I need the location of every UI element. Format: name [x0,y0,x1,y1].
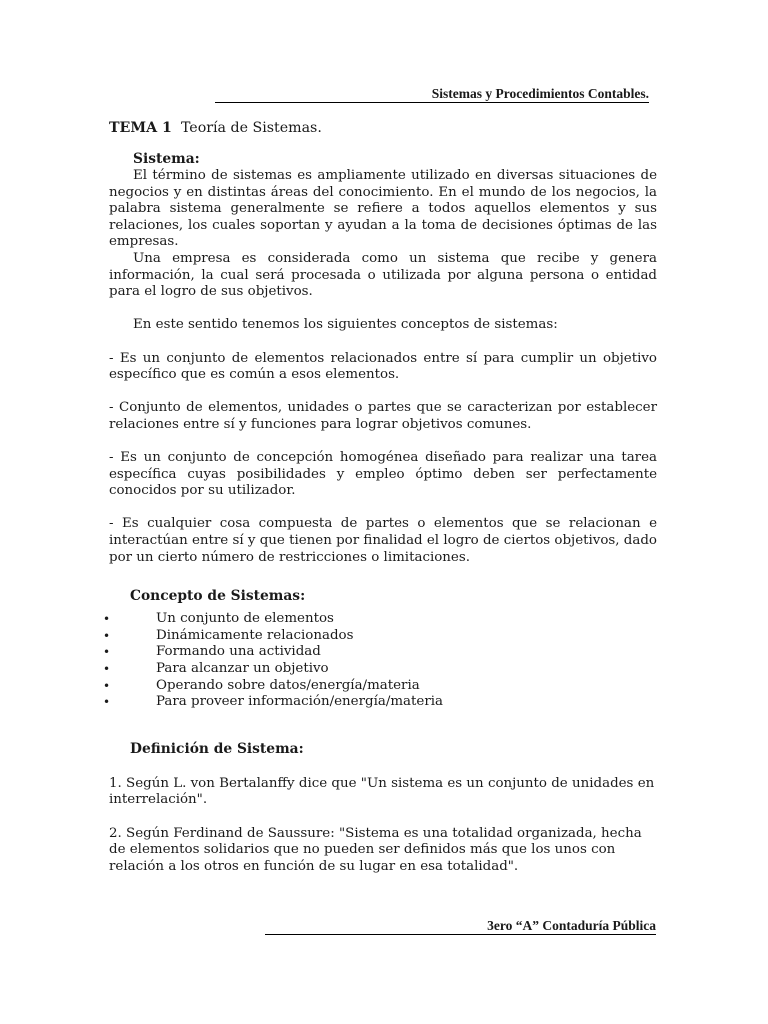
topic-suffix: . [317,120,322,136]
topic-name: Teoría de Sistemas [180,120,318,136]
bullet-icon: • [103,645,111,660]
sistema-heading-text: Sistema [133,151,195,167]
list-item [103,694,657,711]
concepto-heading-colon: : [300,588,306,605]
page-content [103,118,657,875]
concept-item: - Es un conjunto de concepción homogénea diseñado para realizar una tarea específica cuyas posibilidades y empleo óptimo deben ser perfectamente conocidos por su utilizador. [109,450,657,499]
sistema-heading [109,151,657,168]
page-footer [265,917,656,935]
concepts-intro: En este sentido tenemos los siguientes conceptos de sistemas: [133,317,558,333]
topic-label: TEMA 1 [109,120,172,136]
list-item [103,611,657,628]
topic-title [109,118,657,138]
header-title: Sistemas y Procedimientos Contables. [431,86,649,101]
bullet-icon: • [103,628,111,643]
list-item-text: Formando una actividad [156,644,321,660]
bullet-icon: • [103,695,111,710]
concept-item: - Es un conjunto de elementos relacionados entre sí para cumplir un objetivo específico que es común a esos elementos. [109,350,657,383]
list-item [103,661,657,678]
sistema-paragraph-1: El término de sistemas es ampliamente utilizado en diversas situaciones de negocios y en distintas áreas del conocimiento. En el mundo de los negocios, la palabra sistema generalmente se refiere a todos aquellos elementos y sus relaciones, los cuales soportan y ayudan a la toma de decisiones óptimas de las empresas. [109,168,657,250]
page-header [215,85,649,103]
list-item-text: Operando sobre datos/energía/materia [156,677,420,693]
bullet-icon: • [103,678,111,693]
concept-item: - Conjunto de elementos, unidades o partes que se caracterizan por establecer relaciones entre sí y funciones para lograr objetivos comunes. [109,400,657,432]
list-item [103,677,657,695]
list-item-text: Para alcanzar un objetivo [156,661,329,677]
definition-item: 2. Según Ferdinand de Saussure: "Sistema es una totalidad organizada, hecha de elementos solidarios que no pueden ser definidos más que los unos con relación a los otros en función de su lugar en esa totalidad". [109,825,642,874]
sistema-heading-colon: : [194,151,200,167]
concepto-heading [109,588,657,605]
definition-item: 1. Según L. von Bertalanffy dice que "Un sistema es un conjunto de unidades en interrelación". [109,775,655,808]
sistema-paragraph-2: Una empresa es considerada como un sistema que recibe y genera información, la cual será procesada o utilizada por alguna persona o entidad para el logro de sus objetivos. [109,250,657,300]
bullet-icon: • [103,662,111,677]
concepto-list [103,611,657,711]
list-item-text: Dinámicamente relacionados [156,627,354,643]
definicion-heading [109,741,657,758]
definicion-heading-text: Definición de Sistema [130,740,299,757]
list-item [103,644,657,661]
list-item-text: Un conjunto de elementos [156,611,334,627]
footer-text: 3ero “A” Contaduría Pública [487,918,656,933]
list-item [103,627,657,645]
definicion-heading-colon: : [298,740,304,757]
concepto-heading-text: Concepto de Sistemas [130,588,301,605]
bullet-icon: • [103,612,111,627]
concept-item: - Es cualquier cosa compuesta de partes o elementos que se relacionan e interactúan entre sí y que tienen por finalidad el logro de ciertos objetivos, dado por un cierto número de restricciones o limitaciones. [109,516,657,565]
list-item-text: Para proveer información/energía/materia [156,694,444,710]
